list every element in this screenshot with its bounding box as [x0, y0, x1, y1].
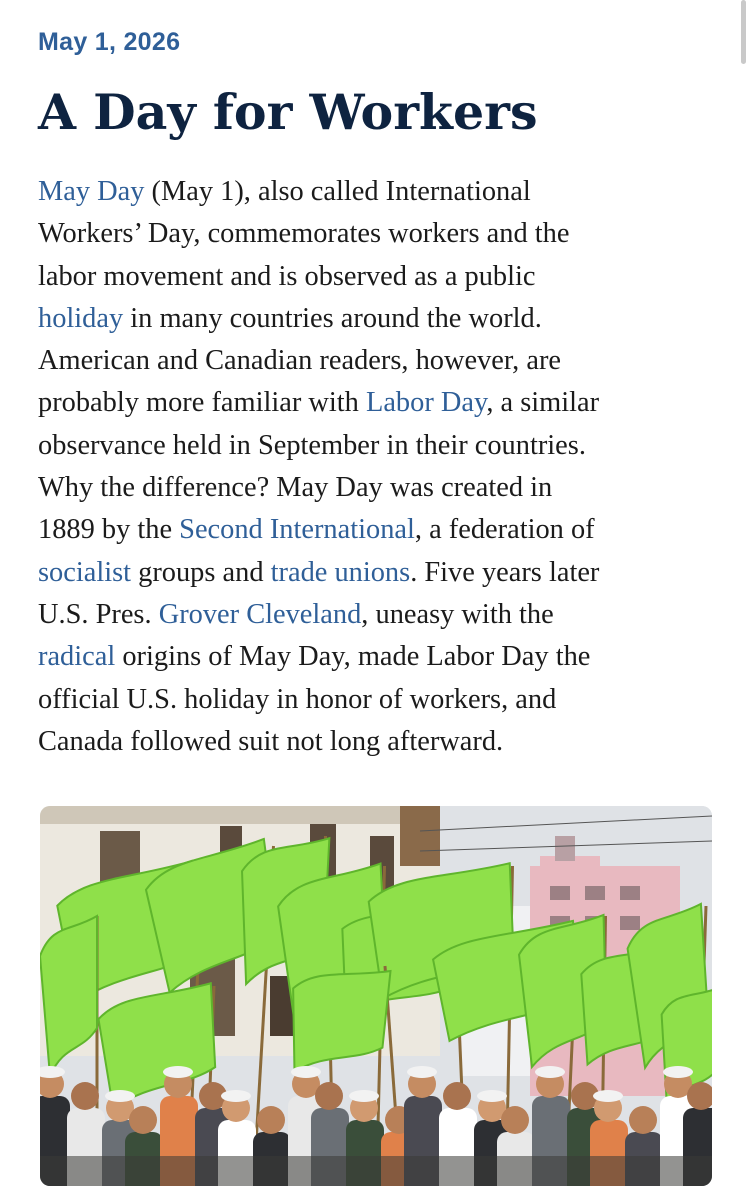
body-line [38, 594, 718, 636]
body-text: origins of May Day, made Labor Day the [115, 641, 591, 673]
body-text: (May 1), also called International [144, 176, 531, 207]
article-body [38, 171, 718, 763]
body-text: groups and [131, 556, 271, 588]
body-text: American and Canadian readers, however, are [38, 345, 562, 377]
body-text: . Five years later [410, 556, 600, 588]
may-day-march-photo [40, 806, 712, 1186]
article-date: May 1, 2026 [38, 28, 181, 56]
body-text: Canada followed suit not long afterward. [38, 725, 504, 757]
body-line [38, 721, 718, 763]
article-link[interactable]: trade unions [270, 556, 411, 588]
body-text: , uneasy with the [361, 598, 554, 630]
article-link[interactable]: May Day [38, 176, 145, 207]
body-text: Workers’ Day, commemorates workers and the [38, 218, 570, 250]
body-line [38, 552, 718, 594]
body-text: observance held in September in their countries. [38, 429, 586, 461]
body-text: in many countries around the world. [123, 302, 542, 334]
body-line [38, 425, 718, 467]
body-text: official U.S. holiday in honor of workers, and [38, 683, 557, 715]
body-line [38, 467, 718, 509]
body-text: Why the difference? May Day was created in [38, 472, 553, 504]
body-line [38, 298, 718, 340]
body-text: labor movement and is observed as a public [38, 260, 536, 292]
body-text: probably more familiar with [38, 387, 366, 419]
body-text: , a similar [486, 387, 600, 419]
body-text: 1889 by the [38, 514, 180, 546]
body-line [38, 171, 718, 213]
body-line [38, 636, 718, 678]
article-title: A Day for Workers [38, 83, 538, 141]
body-line [38, 382, 718, 424]
body-line [38, 340, 718, 382]
article-link[interactable]: Second International [179, 514, 415, 546]
article-link[interactable]: holiday [38, 302, 124, 334]
article-photo [40, 806, 712, 1186]
article-link[interactable]: radical [38, 641, 116, 673]
article-link[interactable]: Labor Day [365, 387, 487, 419]
body-line [38, 256, 718, 298]
scrollbar[interactable] [741, 0, 746, 64]
body-text: , a federation of [414, 514, 595, 546]
article-link[interactable]: socialist [38, 556, 132, 588]
article-link[interactable]: Grover Cleveland [158, 598, 362, 630]
body-line [38, 213, 718, 255]
body-line [38, 679, 718, 721]
body-text: U.S. Pres. [38, 598, 159, 630]
body-line [38, 509, 718, 551]
